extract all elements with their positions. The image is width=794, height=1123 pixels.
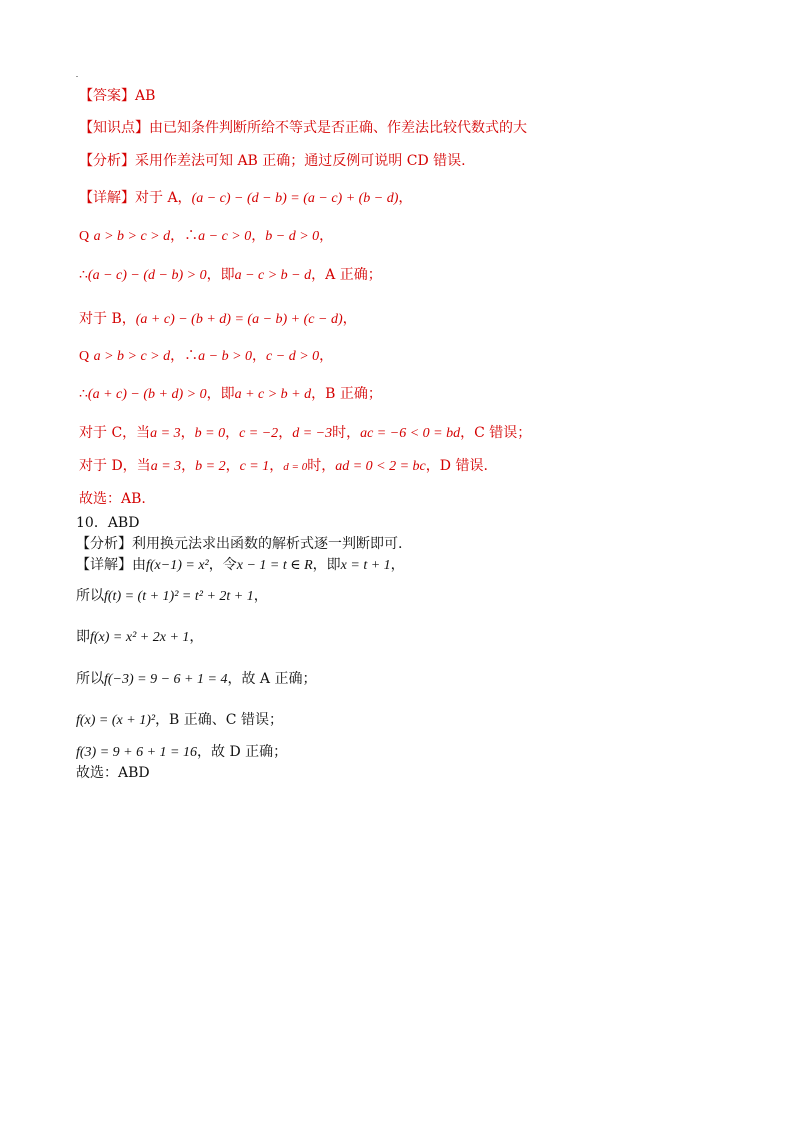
detail-line-b: 对于 B，(a + c) − (b + d) = (a − b) + (c − d)， <box>79 311 357 327</box>
substitution-line: 所以f(t) = (t + 1)² = t² + 2t + 1， <box>76 588 268 604</box>
conclusion-line-a: ∴(a − c) − (d − b) > 0，即a − c > b − d，A 正确； <box>79 267 382 283</box>
final-choice-line-9: 故选：AB. <box>79 491 146 507</box>
detail-line-c: 对于 C，当a = 3，b = 0，c = −2，d = −3时，ac = −6 < 0 = bd，C 错误； <box>79 425 532 441</box>
function-line: 即f(x) = x² + 2x + 1， <box>76 629 204 645</box>
final-choice-line-10: 故选：ABD <box>76 765 150 781</box>
analysis-line: 【分析】采用作差法可知 AB 正确；通过反例可说明 CD 错误. <box>79 153 466 169</box>
question-10-answer: 10．ABD <box>76 515 140 531</box>
premise-line-a: Q a > b > c > d，∴a − c > 0，b − d > 0， <box>79 228 334 244</box>
option-d-check-line: f(3) = 9 + 6 + 1 = 16，故 D 正确； <box>76 744 288 760</box>
knowledge-point-line: 【知识点】由已知条件判断所给不等式是否正确、作差法比较代数式的大 <box>79 120 527 136</box>
detail-line-d: 对于 D，当a = 3，b = 2，c = 1，d = 0时，ad = 0 < 2 = bc，D 错误. <box>79 458 488 474</box>
option-bc-check-line: f(x) = (x + 1)²，B 正确、C 错误； <box>76 712 283 728</box>
answer-line: 【答案】AB <box>79 88 156 104</box>
premise-line-b: Q a > b > c > d，∴a − b > 0，c − d > 0， <box>79 348 334 364</box>
detail-line-a: 【详解】对于 A，(a − c) − (d − b) = (a − c) + (b − d)， <box>79 190 413 206</box>
analysis-line-10: 【分析】利用换元法求出函数的解析式逐一判断即可. <box>76 536 403 552</box>
detail-line-10: 【详解】由f(x−1) = x²，令x − 1 = t ∈ R，即x = t + 1， <box>76 557 405 573</box>
conclusion-line-b: ∴(a + c) − (b + d) > 0，即a + c > b + d，B 正确； <box>79 386 382 402</box>
corner-mark <box>76 76 78 77</box>
option-a-check-line: 所以f(−3) = 9 − 6 + 1 = 4，故 A 正确； <box>76 671 317 687</box>
